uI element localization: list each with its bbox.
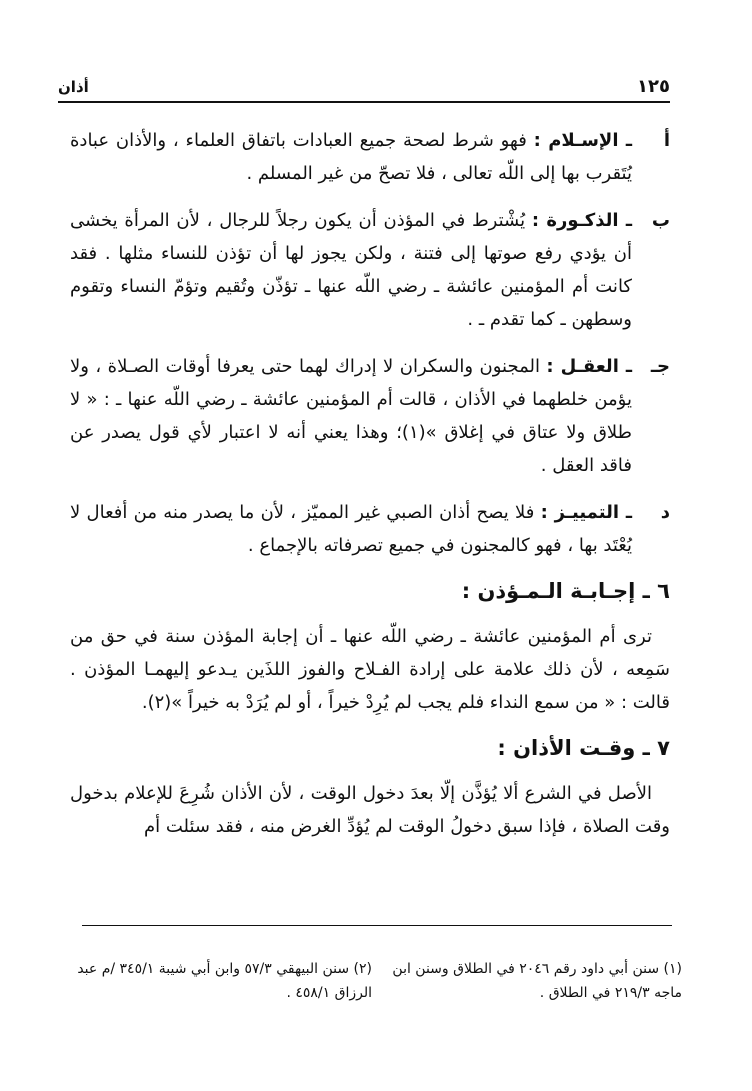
condition-islam [70,124,670,190]
item-label: ـ الذكـورة : [531,210,632,231]
page-header [58,76,670,98]
item-label: ـ العقـل : [546,356,633,377]
item-text: يُشْترط في المؤذن أن يكون رجلاً للرجال ، لأن المرأة يخشى أن يؤدي رفع صوتها إلى فتنة ، ولكن يجوز لها أن تؤذن للنساء مثلها . فقد كانت أم المؤمنين عائشة ـ رضي اللّه عنها ـ تؤذّن وتُقيم وتؤمّ النساء وتقوم وسطهن ـ كما تقدم ـ . [70,210,632,330]
item-marker: أ [663,130,670,151]
condition-masculinity [70,204,670,336]
item-text: المجنون والسكران لا إدراك لهما حتى يعرفا أوقات الصـلاة ، ولا يؤمن خلطهما في الأذان ، قالت أم المؤمنين عائشة ـ رضي اللّه عنها ـ : « لا طلاق ولا عتاق في إغلاق »(١)؛ وهذا يعني أنه لا اعتبار لأي قول يصدر عن فاقد العقل . [70,356,632,476]
item-label: ـ التمييـز : [540,502,632,523]
header-rule [58,101,670,103]
item-marker: ب [651,210,670,231]
section-7-text: الأصل في الشرع ألا يُؤذَّن إلّا بعدَ دخول الوقت ، لأن الأذان شُرِعَ للإعلام بدخول وقت الصلاة ، فإذا سبق دخولُ الوقت لم يُؤدِّ الغرض منه ، فقد سئلت أم [70,783,670,837]
footnote-rule [82,925,672,926]
footnote-1: (١) سنن أبي داود رقم ٢٠٤٦ في الطلاق وسنن ابن ماجه ٢١٩/٣ في الطلاق . [392,961,682,1001]
condition-discernment [70,496,670,562]
section-6-text: ترى أم المؤمنين عائشة ـ رضي اللّه عنها ـ أن إجابة المؤذن سنة في حق من سَمِعه ، لأن ذلك علامة على إرادة الفـلاح والفوز اللذَين يـدعو إليهمـا المؤذن . قالت : « من سمع النداء فلم يجب لم يُرِدْ خيراً ، أو لم يُرَدْ به خيراً »(٢). [70,626,670,713]
item-marker: جـ [650,356,670,377]
section-6-heading: ٦ ـ إجـابـة الـمـؤذن : [461,579,670,603]
page-number: ١٢٥ [637,76,670,97]
item-marker: د [660,502,670,523]
running-title: أذان [58,78,89,96]
section-7-heading: ٧ ـ وقـت الأذان : [497,736,670,760]
main-text [70,124,670,857]
condition-sanity [70,350,670,482]
item-text: فهو شرط لصحة جميع العبادات باتفاق العلماء ، والأذان عبادة يُتَقرب بها إلى اللّه تعالى ، فلا تصحّ من غير المسلم . [70,130,632,184]
footnote-2: (٢) سنن البيهقي ٥٧/٣ وابن أبي شيبة ٣٤٥/١ /م عبد الرزاق ٤٥٨/١ . [77,961,372,1001]
item-label: ـ الإسـلام : [533,130,632,151]
item-text: فلا يصح أذان الصبي غير المميّز ، لأن ما يصدر منه من أفعال لا يُعْتَد بها ، فهو كالمجنون في جميع تصرفاته بالإجماع . [70,502,632,556]
